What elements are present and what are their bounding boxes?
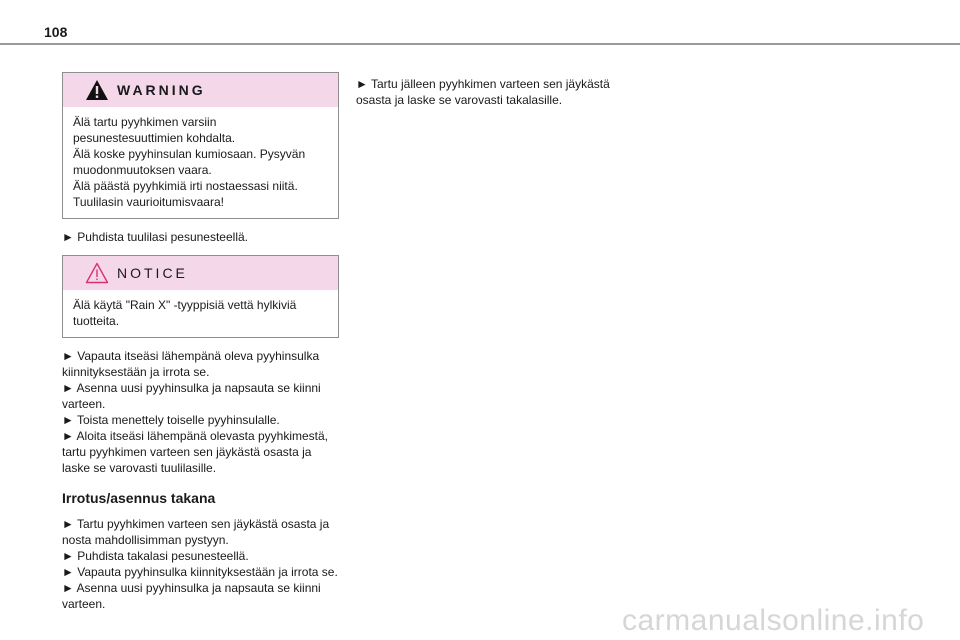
warning-body	[63, 107, 338, 218]
step-item: ► Puhdista takalasi pesunesteellä.	[62, 549, 249, 563]
step-item: ► Vapauta itseäsi lähempänä oleva pyyhinsulka kiinnityksestään ja irrota se.	[62, 349, 320, 379]
warning-box	[62, 72, 339, 219]
page-number: 108	[44, 24, 68, 40]
warning-title: WARNING	[117, 82, 206, 98]
notice-line: Älä käytä "Rain X" -tyyppisiä vettä hylkiviä tuotteita.	[73, 298, 297, 328]
step-item: ► Tartu pyyhkimen varteen sen jäykästä osasta ja nosta mahdollisimman pystyyn.	[62, 517, 330, 547]
section-heading: Irrotus/asennus takana	[62, 490, 216, 506]
step-item: ► Aloita itseäsi lähempänä olevasta pyyhkimestä, tartu pyyhkimen varteen sen jäykästä osasta ja laske se varovasti tuulilasille.	[62, 429, 329, 475]
warning-line: Älä tartu pyyhkimen varsiin pesunestesuuttimien kohdalta.	[73, 115, 236, 145]
watermark: carmanualsonline.info	[622, 604, 925, 637]
notice-title: NOTICE	[117, 265, 188, 281]
header-rule	[0, 43, 960, 45]
rear-steps	[62, 516, 339, 612]
warning-line: Älä päästä pyyhkimiä irti nostaessasi niitä. Tuulilasin vaurioitumisvaara!	[73, 179, 298, 209]
step-item: ► Vapauta pyyhinsulka kiinnityksestään ja irrota se.	[62, 565, 338, 579]
warning-line: Älä koske pyyhinsulan kumiosaan. Pysyvän muodonmuutoksen vaara.	[73, 147, 306, 177]
step-item: ► Toista menettely toiselle pyyhinsulalle.	[62, 413, 280, 427]
front-steps	[62, 348, 339, 476]
step-item: ► Tartu jälleen pyyhkimen varteen sen jäykästä osasta ja laske se varovasti takalasille.	[356, 77, 610, 107]
step-item: ► Asenna uusi pyyhinsulka ja napsauta se kiinni varteen.	[62, 581, 321, 611]
right-column	[356, 76, 626, 108]
warning-header	[63, 73, 338, 107]
notice-triangle-icon	[85, 262, 109, 284]
step-item: ► Asenna uusi pyyhinsulka ja napsauta se kiinni varteen.	[62, 381, 321, 411]
left-column	[62, 72, 339, 612]
warning-triangle-icon	[85, 79, 109, 101]
notice-header	[63, 256, 338, 290]
notice-box	[62, 255, 339, 338]
step-clean-windscreen: ► Puhdista tuulilasi pesunesteellä.	[62, 230, 248, 244]
notice-body	[63, 290, 338, 337]
